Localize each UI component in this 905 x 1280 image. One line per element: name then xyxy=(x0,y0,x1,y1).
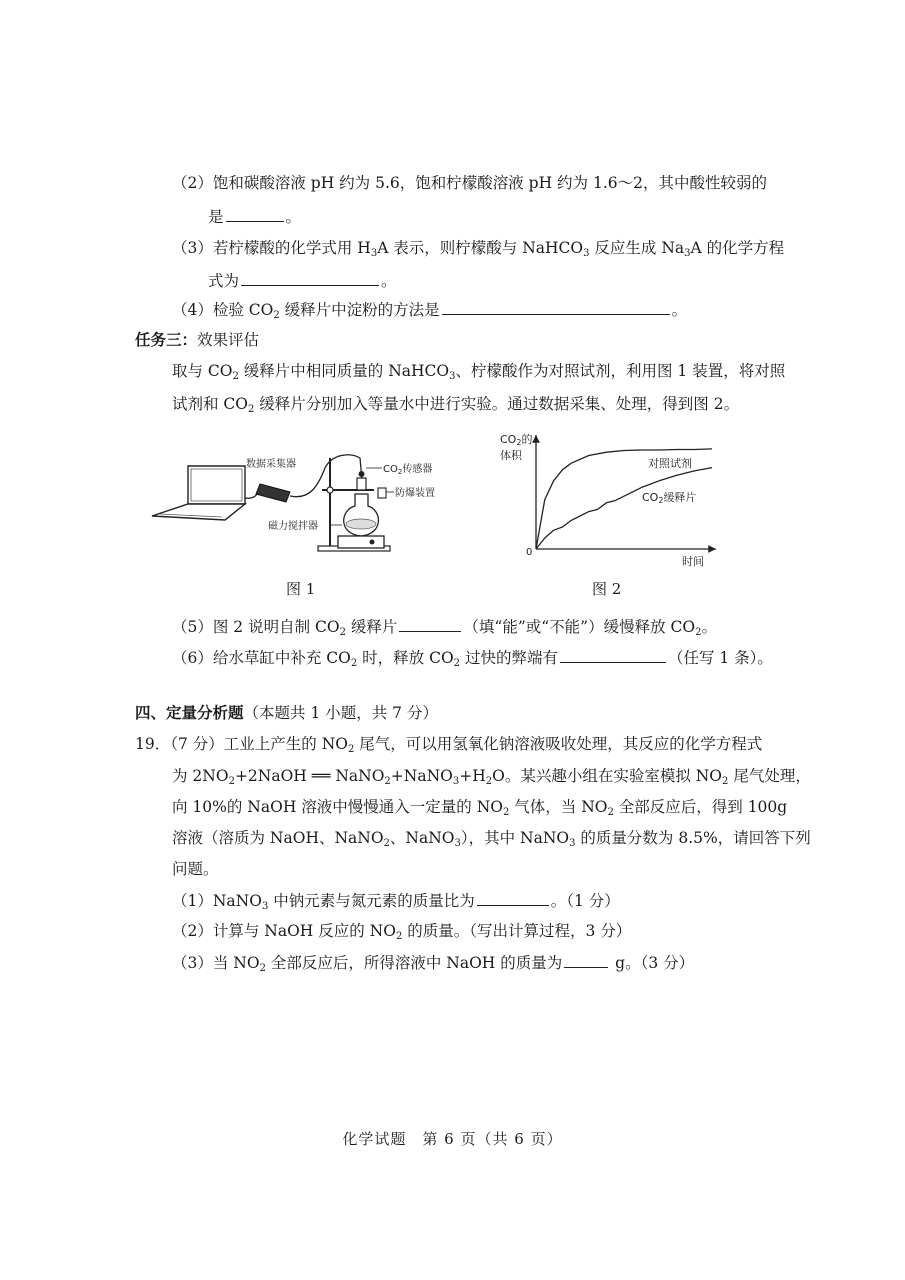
q2-line1: （2）饱和碳酸溶液 pH 约为 5.6，饱和柠檬酸溶液 pH 约为 1.6～2，其中酸性较弱的 xyxy=(172,174,767,192)
figure1-caption: 图 1 xyxy=(286,580,316,598)
q19-sub3-answer-blank[interactable] xyxy=(564,951,608,968)
q5-line: （5）图 2 说明自制 $CO_2$ 缓释片 （填“能”或“不能”）缓慢释放 $CO_2$。 xyxy=(172,615,717,638)
q19-line3: 向 10%的 NaOH 溶液中慢慢通入一定量的 $NO_2$ 气体，当 $NO_2$ 全部反应后，得到 100g xyxy=(172,798,788,818)
figure2-caption: 图 2 xyxy=(592,580,622,598)
para-line2: 试剂和 $CO_2$ 缓释片分别加入等量水中进行实验。通过数据采集、处理，得到图 2。 xyxy=(172,395,740,415)
data-collector-icon xyxy=(256,484,290,502)
laptop-icon xyxy=(152,466,245,520)
q19-sub2: （2）计算与 NaOH 反应的 $NO_2$ 的质量。（写出计算过程，3 分） xyxy=(172,922,632,942)
q5-answer-blank[interactable] xyxy=(399,615,461,632)
magnetic-stirrer-icon xyxy=(338,536,384,548)
y-axis-label-line2: 体积 xyxy=(500,449,522,462)
q19-sub3: （3）当 $NO_2$ 全部反应后，所得溶液中 NaOH 的质量为 g。（3 分） xyxy=(172,951,694,974)
figure1-apparatus xyxy=(150,438,450,558)
q19-line4: 溶液（溶质为 NaOH、NaNO$_2$、NaNO$_3$），其中 NaNO$_3$ 的质量分数为 8.5%，请回答下列 xyxy=(172,829,811,849)
q3-line1: （3）若柠檬酸的化学式用 $H_3A$ 表示，则柠檬酸与 NaHCO$_3$ 反应生成 $Na_3A$ 的化学方程 xyxy=(172,239,785,259)
q19-line1: 19．（7 分）工业上产生的 $NO_2$ 尾气，可以用氢氧化钠溶液吸收处理，其反应的化学方程式 xyxy=(135,735,763,755)
para-line1: 取与 $CO_2$ 缓释片中相同质量的 NaHCO$_3$、柠檬酸作为对照试剂，利用图 1 装置，将对照 xyxy=(172,362,786,382)
q19-sub1: （1）NaNO$_3$ 中钠元素与氮元素的质量比为 。（1 分） xyxy=(172,889,620,912)
figure2-chart xyxy=(490,425,730,570)
series-label-tablet: CO2缓释片 xyxy=(642,491,697,505)
q2-answer-blank[interactable] xyxy=(226,205,284,222)
q19-sub1-answer-blank[interactable] xyxy=(477,889,549,906)
label-co2-sensor: $CO_2$传感器 xyxy=(383,464,433,476)
label-explosion-proof: 防爆装置 xyxy=(395,488,435,499)
label-data-collector: 数据采集器 xyxy=(246,459,296,470)
q4-answer-blank[interactable] xyxy=(442,298,670,315)
q3-answer-blank[interactable] xyxy=(241,269,379,286)
co2-sensor-icon xyxy=(357,471,366,490)
section4-heading: 四、定量分析题（本题共 1 小题，共 7 分） xyxy=(135,703,438,722)
series-label-control: 对照试剂 xyxy=(648,457,692,470)
q6-answer-blank[interactable] xyxy=(560,646,666,663)
q19-line2: 为 $2NO_2+2NaOH$ ══ $NaNO_2+NaNO_3+H_2O$。某兴趣小组在实验室模拟 $NO_2$ 尾气处理， xyxy=(172,767,811,787)
series-line-co2-tablet xyxy=(536,468,712,549)
label-magnetic-stirrer: 磁力搅拌器 xyxy=(268,521,318,532)
origin-label: 0 xyxy=(526,547,533,558)
q6-line: （6）给水草缸中补充 $CO_2$ 时，释放 $CO_2$ 过快的弊端有 （任写 1 条）。 xyxy=(172,646,773,669)
y-axis-label-line1: CO2的 xyxy=(500,433,533,447)
q19-line5: 问题。 xyxy=(172,860,219,878)
x-axis-label: 时间 xyxy=(682,555,704,568)
q3-line2: 式为 。 xyxy=(208,269,397,292)
q2-line2: 是 。 xyxy=(208,205,301,228)
page-footer: 化学试题 第 6 页（共 6 页） xyxy=(342,1130,563,1148)
q4-line: （4）检验 $CO_2$ 缓释片中淀粉的方法是 。 xyxy=(172,298,687,321)
task3-heading: 任务三：效果评估 xyxy=(135,330,260,349)
flask-icon xyxy=(344,488,386,536)
